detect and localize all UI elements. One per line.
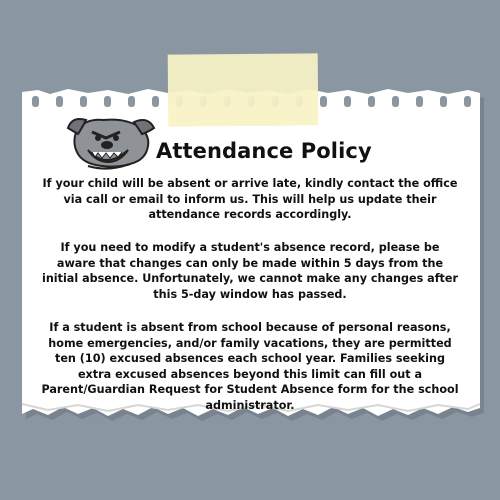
policy-paragraph-modifications: If you need to modify a student's absence record, please be aware that changes can only be made within 5 days from the initial absence. Unfortunately, we cannot make any changes after this 5-day window has passed. bbox=[41, 241, 459, 301]
page-title: Attendance Policy bbox=[156, 139, 372, 163]
policy-paragraph-contact: If your child will be absent or arrive late, kindly contact the office via call or email to inform us. This will help us update their attendance records accordingly. bbox=[42, 177, 458, 221]
policy-paragraph-excused-absences: If a student is absent from school because of personal reasons, home emergencies, and/or family vacations, they are permitted ten (10) excused absences each school year. Families seeking extra excused absences beyond this limit can fill out a Parent/Guardian Request for Student Absence form for the school administrator. bbox=[41, 321, 459, 412]
tape-strip bbox=[168, 53, 319, 126]
bulldog-mascot-icon bbox=[58, 112, 160, 170]
